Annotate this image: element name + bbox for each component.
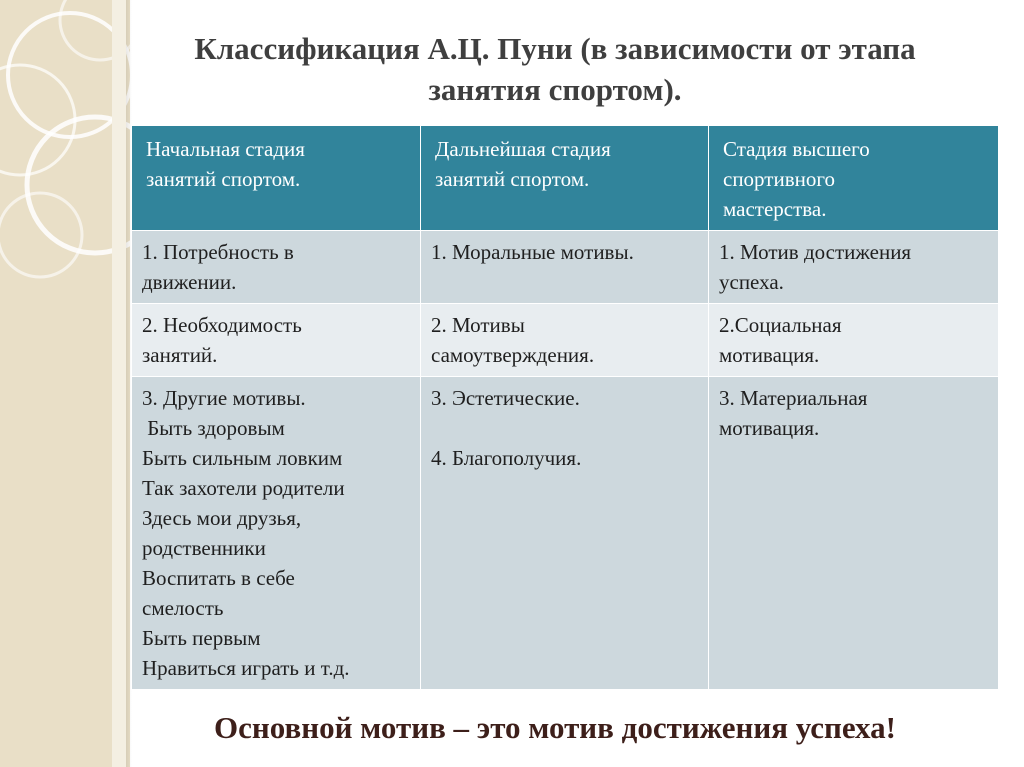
cell-text: движении. [142, 270, 237, 294]
cell-text: самоутверждения. [431, 343, 595, 367]
table-header-row [132, 126, 999, 231]
title-line: Классификация А.Ц. Пуни (в зависимости от этапа [194, 31, 916, 66]
table-cell [421, 231, 709, 304]
table-cell [421, 377, 709, 690]
cell-text: 3. Эстетические. [431, 386, 580, 410]
decorative-side-panel [0, 0, 130, 767]
cell-text: 1. Мотив достижения [719, 240, 912, 264]
classification-table [131, 125, 999, 690]
header-text: занятий спортом. [435, 167, 590, 191]
cell-text: смелость [142, 596, 224, 620]
table-cell [421, 304, 709, 377]
cell-text: 2. Необходимость [142, 313, 302, 337]
table-row [132, 231, 999, 304]
cell-text: Так захотели родители [142, 476, 345, 500]
cell-text: Быть сильным ловким [142, 446, 343, 470]
cell-text: родственники [142, 536, 266, 560]
table-row [132, 304, 999, 377]
table-cell [709, 231, 999, 304]
cell-text: Быть первым [142, 626, 261, 650]
cell-text: Нравиться играть и т.д. [142, 656, 350, 680]
cell-text: Быть здоровым [142, 416, 285, 440]
header-text: Дальнейшая стадия [435, 137, 611, 161]
title-line: занятия спортом). [428, 72, 682, 107]
cell-text: 1. Моральные мотивы. [431, 240, 634, 264]
slide-title [140, 28, 970, 110]
table-row [132, 377, 999, 690]
header-text: мастерства. [723, 197, 827, 221]
cell-text: занятий. [142, 343, 218, 367]
table-cell [709, 304, 999, 377]
cell-text: 3. Материальная [719, 386, 868, 410]
header-text: спортивного [723, 167, 835, 191]
table-cell [132, 231, 421, 304]
cell-text: Воспитать в себе [142, 566, 295, 590]
decorative-rings [0, 0, 130, 767]
header-cell [709, 126, 999, 231]
header-text: Начальная стадия [146, 137, 305, 161]
cell-spacer [431, 413, 698, 443]
cell-text: успеха. [719, 270, 784, 294]
cell-text: 2. Мотивы [431, 313, 525, 337]
header-text: Стадия высшего [723, 137, 870, 161]
header-cell [132, 126, 421, 231]
table-cell [132, 377, 421, 690]
conclusion-text: Основной мотив – это мотив достижения успеха! [214, 710, 896, 745]
cell-text: 1. Потребность в [142, 240, 294, 264]
table-cell [132, 304, 421, 377]
cell-text: 4. Благополучия. [431, 446, 582, 470]
cell-text: мотивация. [719, 343, 820, 367]
header-text: занятий спортом. [146, 167, 301, 191]
cell-text: мотивация. [719, 416, 820, 440]
cell-text: Здесь мои друзья, [142, 506, 302, 530]
decorative-edge-strip [112, 0, 126, 767]
cell-text: 2.Социальная [719, 313, 842, 337]
cell-text: 3. Другие мотивы. [142, 386, 306, 410]
header-cell [421, 126, 709, 231]
table-cell [709, 377, 999, 690]
